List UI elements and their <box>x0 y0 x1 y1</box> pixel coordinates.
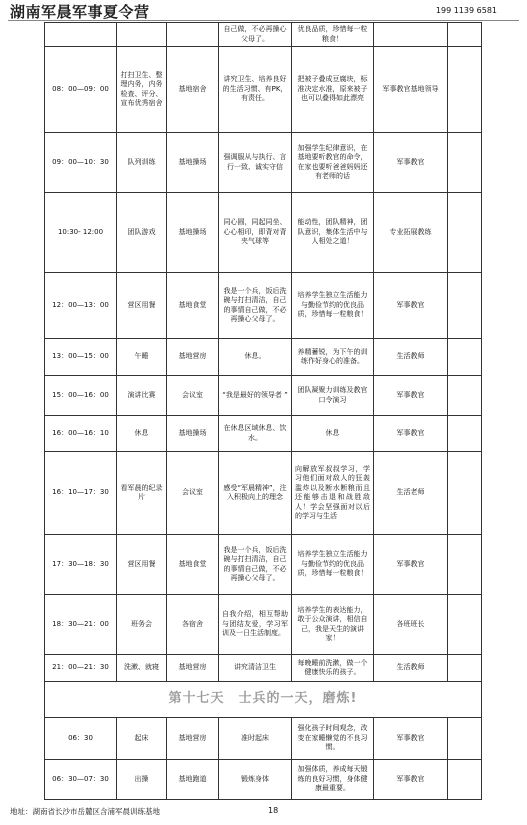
content-cell: 感受“军晨精神”，注入积极向上的理念 <box>219 452 292 535</box>
activity-cell: 起床 <box>117 718 167 760</box>
staff-cell <box>374 23 448 47</box>
content-cell: “我是最好的领导者 ” <box>219 376 292 416</box>
location-cell: 基地营房 <box>167 339 219 376</box>
staff-cell: 军事教官 <box>374 133 448 193</box>
content-cell: 我是一个兵，饭后洗碗与打扫清洁，自己的事情自己做，不必再操心父母了。 <box>219 273 292 339</box>
staff-cell: 军事教官 <box>374 416 448 452</box>
activity-cell: 队列训练 <box>117 133 167 193</box>
content-cell: 在休息区域休息、饮水。 <box>219 416 292 452</box>
goal-cell: 团队凝聚力训练及教官口令演习 <box>292 376 374 416</box>
blank-cell <box>448 416 482 452</box>
time-cell: 21：00—21：30 <box>45 655 117 682</box>
activity-cell: 团队游戏 <box>117 193 167 273</box>
table-row <box>45 452 482 535</box>
location-cell: 基地操场 <box>167 133 219 193</box>
activity-cell: 午睡 <box>117 339 167 376</box>
staff-cell: 军事教官 <box>374 718 448 760</box>
content-cell: 我是一个兵，饭后洗碗与打扫清洁，自己的事情自己做，不必再操心父母了。 <box>219 535 292 595</box>
staff-cell: 军事教官 <box>374 535 448 595</box>
time-cell: 06：30 <box>45 718 117 760</box>
table-row <box>45 339 482 376</box>
content-cell: 自我介绍，相互帮助与团结友爱，学习军训及一日生活制度。 <box>219 595 292 655</box>
header-rule <box>8 20 519 21</box>
staff-cell: 生活老师 <box>374 452 448 535</box>
blank-cell <box>448 595 482 655</box>
table-row <box>45 416 482 452</box>
time-cell: 13：00—15：00 <box>45 339 117 376</box>
location-cell: 基地操场 <box>167 193 219 273</box>
content-cell: 自己做，不必再操心父母了。 <box>219 23 292 47</box>
goal-cell: 休息 <box>292 416 374 452</box>
table-row <box>45 273 482 339</box>
activity-cell: 打扫卫生、整理内务，内务检查、评分、宣布优秀宿舍 <box>117 47 167 133</box>
goal-cell: 养精蓄锐，为下午的训练作好身心的准备。 <box>292 339 374 376</box>
activity-cell: 休息 <box>117 416 167 452</box>
activity-cell: 看军晨的纪录片 <box>117 452 167 535</box>
goal-cell: 加强学生纪律意识，在基地要听教官的命令，在家也要听爸爸妈妈还有老师的话 <box>292 133 374 193</box>
content-cell: 讲究卫生、培养良好的生活习惯、有PK，有责任。 <box>219 47 292 133</box>
time-cell: 08：00—09：00 <box>45 47 117 133</box>
goal-cell: 培养学生独立生活能力与勤俭节约的优良品质，珍惜每一粒粮食！ <box>292 273 374 339</box>
table-row <box>45 595 482 655</box>
time-cell <box>45 23 117 47</box>
page-number: 18 <box>268 806 279 815</box>
time-cell: 18：30—21：00 <box>45 595 117 655</box>
activity-cell: 洗漱、就寝 <box>117 655 167 682</box>
location-cell: 各宿舍 <box>167 595 219 655</box>
table-row <box>45 47 482 133</box>
footer-address: 地址：湖南省长沙市岳麓区含浦军晨训练基地 <box>10 807 160 816</box>
activity-cell: 营区用餐 <box>117 535 167 595</box>
staff-cell: 各班班长 <box>374 595 448 655</box>
content-cell: 同心圆，同起同坐、心心相印，即背对背夹气球等 <box>219 193 292 273</box>
location-cell: 基地食堂 <box>167 273 219 339</box>
time-cell: 17：30—18：30 <box>45 535 117 595</box>
goal-cell: 培养学生的表达能力，敢于公众演讲，相信自己，我是天生的演讲家！ <box>292 595 374 655</box>
activity-cell <box>117 23 167 47</box>
blank-cell <box>448 452 482 535</box>
table-row <box>45 535 482 595</box>
day-subtitle: 士兵的一天，磨炼! <box>238 690 358 706</box>
time-cell: 12：00—13：00 <box>45 273 117 339</box>
time-cell: 09：00—10：30 <box>45 133 117 193</box>
staff-cell: 军事教官 <box>374 273 448 339</box>
blank-cell <box>448 273 482 339</box>
activity-cell: 营区用餐 <box>117 273 167 339</box>
blank-cell <box>448 535 482 595</box>
staff-cell: 生活教师 <box>374 655 448 682</box>
blank-cell <box>448 718 482 760</box>
contact-phone: 199 1139 6581 <box>435 6 497 15</box>
goal-cell: 优良品质，珍惜每一粒粮食！ <box>292 23 374 47</box>
location-cell <box>167 23 219 47</box>
day-heading-row <box>45 682 482 718</box>
content-cell: 锻炼身体 <box>219 760 292 800</box>
location-cell: 基地营房 <box>167 655 219 682</box>
table-row <box>45 376 482 416</box>
goal-cell: 每晚睡前洗漱，做一个健康快乐的孩子。 <box>292 655 374 682</box>
schedule-table <box>44 22 482 800</box>
goal-cell: 强化孩子时间观念，改变在家睡懒觉的不良习惯。 <box>292 718 374 760</box>
goal-cell: 能动性，团队精神，团队意识，集体生活中与人相处之道！ <box>292 193 374 273</box>
table-row <box>45 718 482 760</box>
time-cell: 16：10—17：30 <box>45 452 117 535</box>
page-header <box>0 0 527 22</box>
location-cell: 基地跑道 <box>167 760 219 800</box>
content-cell: 准时起床 <box>219 718 292 760</box>
location-cell: 基地食堂 <box>167 535 219 595</box>
blank-cell <box>448 339 482 376</box>
goal-cell: 把被子叠成豆腐块，标准决定水准，原来被子也可以叠得如此漂亮 <box>292 47 374 133</box>
blank-cell <box>448 193 482 273</box>
staff-cell: 生活教师 <box>374 339 448 376</box>
staff-cell: 军事教官 <box>374 760 448 800</box>
blank-cell <box>448 760 482 800</box>
table-row <box>45 760 482 800</box>
blank-cell <box>448 23 482 47</box>
activity-cell: 演讲比赛 <box>117 376 167 416</box>
content-cell: 讲究清洁卫生 <box>219 655 292 682</box>
content-cell: 强调服从与执行、言行一致、诚实守信 <box>219 133 292 193</box>
content-cell: 休息。 <box>219 339 292 376</box>
table-row <box>45 655 482 682</box>
blank-cell <box>448 133 482 193</box>
time-cell: 10:30- 12:00 <box>45 193 117 273</box>
day-number: 第十七天 <box>168 690 225 706</box>
blank-cell <box>448 47 482 133</box>
table-row <box>45 133 482 193</box>
day-heading <box>169 691 358 706</box>
day-heading-cell <box>45 682 482 718</box>
staff-cell: 军事教官 <box>374 376 448 416</box>
staff-cell: 专业拓展教练 <box>374 193 448 273</box>
time-cell: 15：00—16：00 <box>45 376 117 416</box>
table-row <box>45 193 482 273</box>
activity-cell: 出操 <box>117 760 167 800</box>
location-cell: 基地宿舍 <box>167 47 219 133</box>
activity-cell: 班务会 <box>117 595 167 655</box>
location-cell: 会议室 <box>167 452 219 535</box>
location-cell: 会议室 <box>167 376 219 416</box>
goal-cell: 向解放军叔叔学习，学习他们面对敌人的狂轰滥炸以及断水断粮而且还能够击退和战胜敌人！学会坚强面对以后的学习与生活 <box>292 452 374 535</box>
blank-cell <box>448 376 482 416</box>
location-cell: 基地操场 <box>167 416 219 452</box>
location-cell: 基地营房 <box>167 718 219 760</box>
time-cell: 16：00—16：10 <box>45 416 117 452</box>
blank-cell <box>448 655 482 682</box>
staff-cell: 军事教官基地领导 <box>374 47 448 133</box>
goal-cell: 培养学生独立生活能力与勤俭节约的优良品质，珍惜每一粒粮食！ <box>292 535 374 595</box>
document-title: 湖南军晨军事夏令营 <box>10 3 150 21</box>
goal-cell: 加强体质，养成每天锻炼的良好习惯，身体健康最重要。 <box>292 760 374 800</box>
time-cell: 06：30—07：30 <box>45 760 117 800</box>
table-row <box>45 23 482 47</box>
